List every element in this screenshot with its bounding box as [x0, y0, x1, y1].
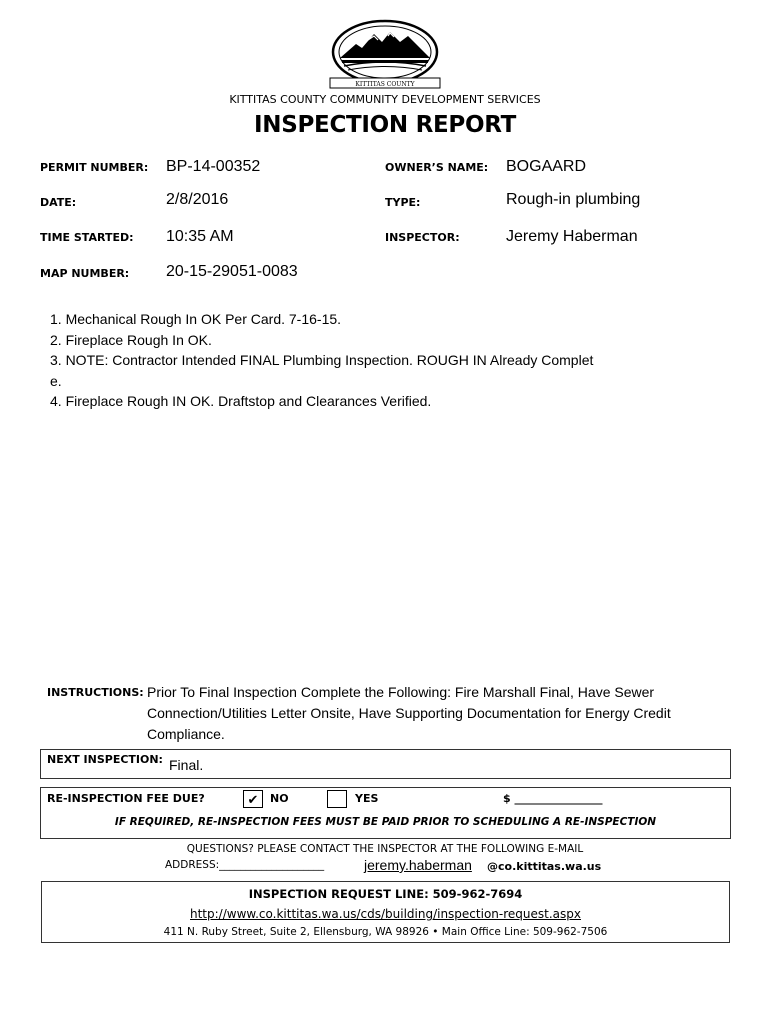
permit-number-label: PERMIT NUMBER:: [40, 161, 149, 174]
inspector-email-user: jeremy.haberman: [364, 857, 472, 873]
note-line: 2. Fireplace Rough In OK.: [50, 331, 212, 348]
note-line: 3. NOTE: Contractor Intended FINAL Plumbing Inspection. ROUGH IN Already Complet: [50, 352, 594, 368]
time-started-label: TIME STARTED:: [40, 231, 134, 244]
date-label: DATE:: [40, 196, 77, 209]
inspection-request-line: INSPECTION REQUEST LINE: 509-962-7694: [248, 887, 523, 901]
owner-name-label: OWNER’S NAME:: [385, 161, 489, 174]
yes-checkbox[interactable]: [327, 790, 347, 808]
email-address-label: ADDRESS:____________________: [165, 859, 325, 871]
note-line: 1. Mechanical Rough In OK Per Card. 7-16-15.: [50, 311, 342, 327]
inspection-request-link[interactable]: http://www.co.kittitas.wa.us/cds/building/inspection-request.aspx: [190, 907, 581, 921]
questions-text: QUESTIONS? PLEASE CONTACT THE INSPECTOR AT THE FOLLOWING E-MAIL: [186, 843, 584, 855]
next-inspection-value: Final.: [169, 757, 204, 773]
note-line: e.: [50, 372, 62, 389]
inspector-email-domain: @co.kittitas.wa.us: [487, 860, 602, 873]
office-address: 411 N. Ruby Street, Suite 2, Ellensburg, WA 98926 • Main Office Line: 509-962-7506: [163, 926, 608, 938]
type-value: Rough-in plumbing: [506, 191, 641, 208]
inspector-value: Jeremy Haberman: [506, 228, 638, 245]
no-checkbox[interactable]: [243, 790, 263, 808]
map-number-label: MAP NUMBER:: [40, 267, 130, 280]
check-mark-icon: ✔: [247, 792, 259, 807]
inspector-label: INSPECTOR:: [385, 231, 460, 244]
date-value: 2/8/2016: [166, 191, 229, 208]
logo-text: KITTITAS COUNTY: [355, 81, 415, 88]
fee-amount-field: $ ________________: [503, 792, 603, 805]
permit-number-value: BP-14-00352: [166, 158, 261, 175]
next-inspection-label: NEXT INSPECTION:: [47, 753, 163, 766]
yes-label: YES: [355, 792, 379, 805]
instructions-text: Prior To Final Inspection Complete the Following: Fire Marshall Final, Have Sewer Connection/Utilities Letter Onsite, Have Supporting Documentation for Energy Credit Compliance.: [147, 684, 671, 742]
reinspection-fee-label: RE-INSPECTION FEE DUE?: [47, 792, 205, 805]
note-line: 4. Fireplace Rough IN OK. Draftstop and Clearances Verified.: [50, 393, 432, 409]
no-label: NO: [270, 792, 289, 805]
owner-name-value: BOGAARD: [506, 158, 587, 175]
inspection-notes: [50, 309, 593, 412]
instructions-label: INSTRUCTIONS:: [47, 686, 144, 699]
map-number-value: 20-15-29051-0083: [166, 263, 298, 280]
report-title: INSPECTION REPORT: [254, 112, 516, 138]
fee-warning-text: IF REQUIRED, RE-INSPECTION FEES MUST BE PAID PRIOR TO SCHEDULING A RE-INSPECTION: [114, 816, 657, 828]
time-started-value: 10:35 AM: [166, 228, 234, 245]
type-label: TYPE:: [385, 196, 421, 209]
agency-name: KITTITAS COUNTY COMMUNITY DEVELOPMENT SERVICES: [229, 93, 541, 106]
county-seal-logo: [328, 18, 442, 90]
